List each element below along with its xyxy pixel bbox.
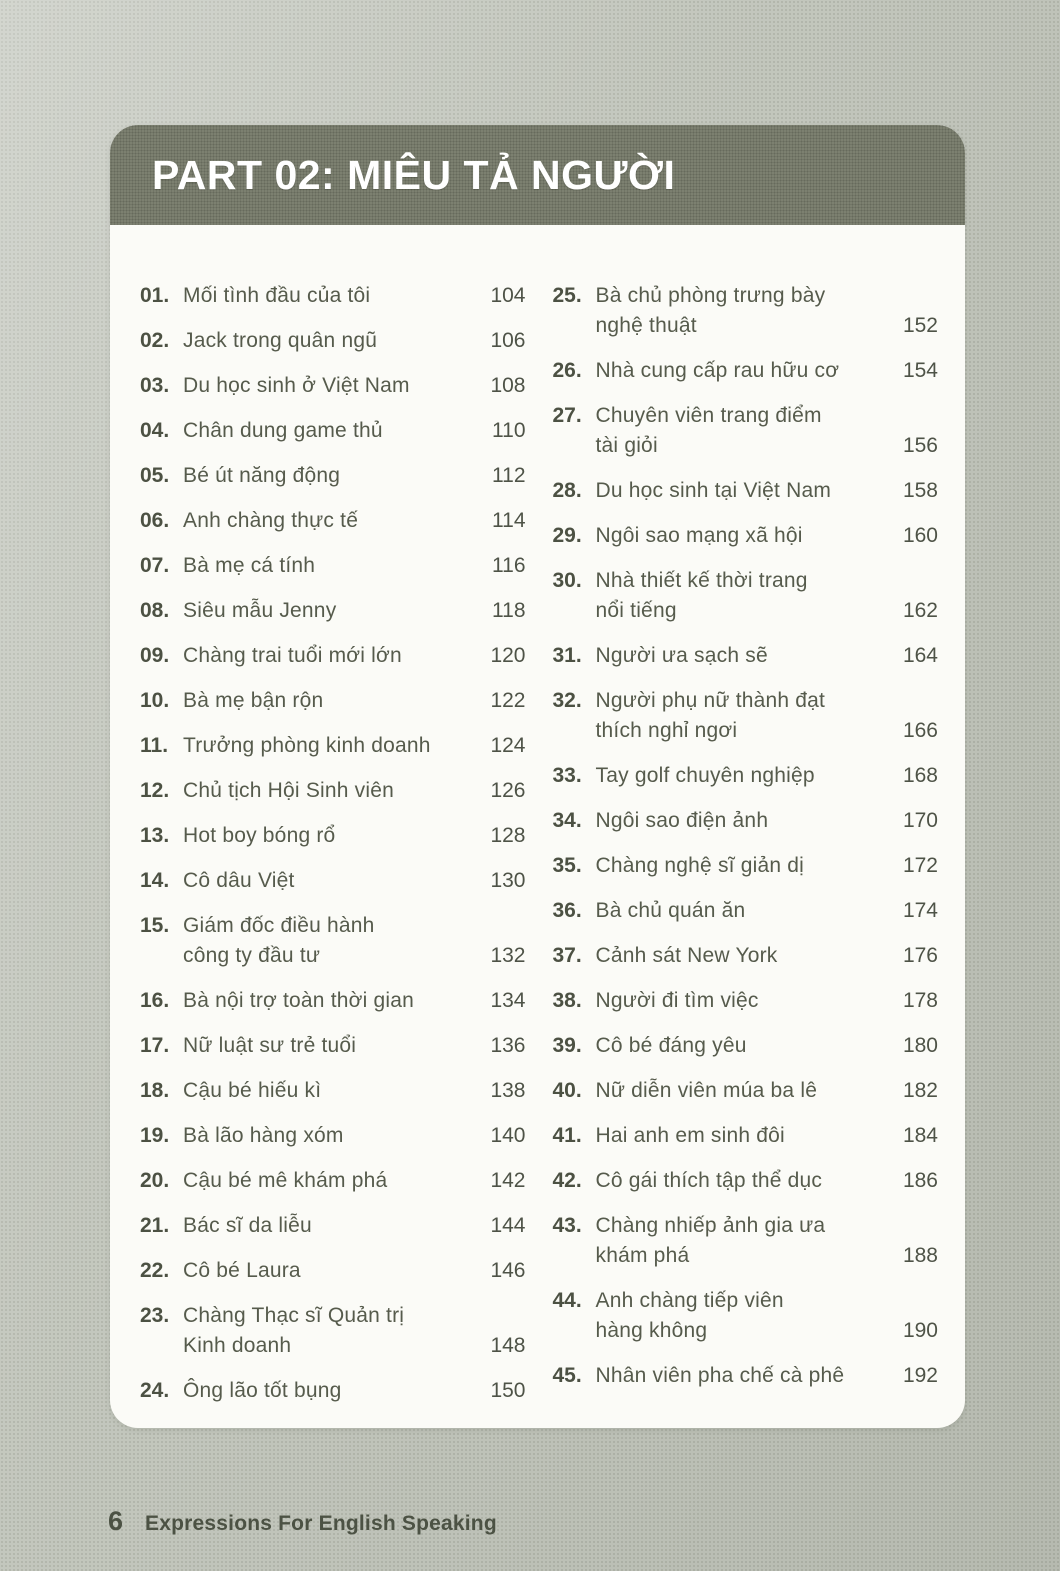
entry-page: 112: [492, 464, 526, 487]
entry-title: Bà lão hàng xóm: [183, 1124, 344, 1147]
toc-entry: [140, 1256, 526, 1286]
entry-page: 164: [902, 644, 938, 667]
entry-page: 158: [902, 479, 938, 502]
entry-number: 22.: [140, 1259, 170, 1282]
entry-page: 146: [490, 1259, 526, 1282]
toc-entry: [553, 521, 939, 551]
entry-title: Chàng nhiếp ảnh gia ưa khám phá: [595, 1214, 826, 1267]
toc-entry: [140, 1166, 526, 1196]
toc-entry: [553, 1121, 939, 1151]
entry-title: Nhân viên pha chế cà phê: [595, 1364, 845, 1387]
toc-column-left: [140, 281, 526, 1421]
toc-column-right: [553, 281, 939, 1421]
entry-page: 106: [490, 329, 526, 352]
toc-entry: [140, 1076, 526, 1106]
page-footer: [108, 1506, 497, 1537]
entry-title: Jack trong quân ngũ: [183, 329, 378, 352]
entry-title: Cậu bé hiếu kì: [183, 1079, 322, 1102]
entry-page: 124: [490, 734, 526, 757]
entry-title: Trưởng phòng kinh doanh: [183, 734, 431, 757]
entry-page: 176: [902, 944, 938, 967]
toc-entry: [140, 821, 526, 851]
toc-entry: [140, 686, 526, 716]
entry-page: 170: [902, 809, 938, 832]
entry-title: Anh chàng tiếp viên hàng không: [595, 1289, 784, 1342]
entry-title: Bà chủ phòng trưng bày nghệ thuật: [595, 284, 826, 337]
entry-number: 09.: [140, 644, 170, 667]
entry-number: 40.: [552, 1079, 582, 1102]
part-header-band: [110, 125, 965, 225]
entry-number: 41.: [552, 1124, 582, 1147]
entry-page: 118: [492, 599, 526, 622]
toc-entry: [553, 641, 939, 671]
entry-number: 04.: [140, 419, 170, 442]
entry-number: 38.: [552, 989, 582, 1012]
toc-entry: [140, 1376, 526, 1406]
entry-page: 190: [902, 1319, 938, 1342]
toc-entry: [553, 986, 939, 1016]
entry-title: Chủ tịch Hội Sinh viên: [183, 779, 395, 802]
entry-number: 28.: [552, 479, 582, 502]
entry-page: 108: [490, 374, 526, 397]
entry-title: Cô gái thích tập thể dục: [595, 1169, 823, 1192]
toc-entry: [140, 551, 526, 581]
entry-number: 02.: [140, 329, 170, 352]
entry-title: Tay golf chuyên nghiệp: [595, 764, 815, 787]
entry-title: Hai anh em sinh đôi: [595, 1124, 785, 1147]
entry-number: 25.: [552, 284, 582, 307]
entry-title: Siêu mẫu Jenny: [183, 599, 337, 622]
entry-number: 26.: [552, 359, 582, 382]
entry-number: 30.: [552, 569, 582, 592]
entry-title: Bà chủ quán ăn: [595, 899, 746, 922]
entry-page: 160: [902, 524, 938, 547]
entry-number: 12.: [140, 779, 170, 802]
toc-entry: [140, 596, 526, 626]
entry-page: 186: [902, 1169, 938, 1192]
entry-number: 18.: [140, 1079, 170, 1102]
toc-entry: [553, 806, 939, 836]
entry-title: Cô dâu Việt: [183, 869, 295, 892]
entry-page: 174: [902, 899, 938, 922]
toc-entry: [553, 1286, 939, 1346]
toc-entry: [140, 416, 526, 446]
entry-page: 128: [490, 824, 526, 847]
entry-page: 168: [902, 764, 938, 787]
toc-entry: [553, 1361, 939, 1391]
toc-entry: [553, 356, 939, 386]
toc-entry: [553, 761, 939, 791]
entry-title: Cô bé Laura: [183, 1259, 301, 1282]
entry-number: 36.: [552, 899, 582, 922]
entry-title: Du học sinh tại Việt Nam: [595, 479, 832, 502]
toc-entry: [553, 566, 939, 626]
entry-page: 130: [490, 869, 526, 892]
entry-title: Bác sĩ da liễu: [183, 1214, 312, 1237]
toc-entry: [140, 326, 526, 356]
entry-number: 24.: [140, 1379, 170, 1402]
entry-page: 178: [902, 989, 938, 1012]
toc-entry: [140, 776, 526, 806]
entry-title: Nữ diễn viên múa ba lê: [595, 1079, 818, 1102]
entry-number: 17.: [140, 1034, 170, 1057]
entry-page: 152: [902, 314, 938, 337]
toc-entry: [553, 1211, 939, 1271]
entry-number: 16.: [140, 989, 170, 1012]
content-card: [110, 125, 965, 1428]
entry-page: 138: [490, 1079, 526, 1102]
entry-title: Chàng trai tuổi mới lớn: [183, 644, 402, 667]
entry-page: 156: [902, 434, 938, 457]
entry-number: 45.: [552, 1364, 582, 1387]
entry-number: 08.: [140, 599, 170, 622]
entry-title: Giám đốc điều hành công ty đầu tư: [183, 914, 375, 967]
entry-title: Người phụ nữ thành đạt thích nghỉ ngơi: [595, 689, 826, 742]
book-title: Expressions For English Speaking: [145, 1512, 497, 1535]
entry-number: 31.: [552, 644, 582, 667]
table-of-contents: [110, 225, 965, 1421]
folio-page-number: 6: [108, 1506, 124, 1536]
entry-title: Nhà cung cấp rau hữu cơ: [595, 359, 840, 382]
entry-number: 23.: [140, 1304, 170, 1327]
entry-page: 122: [490, 689, 526, 712]
entry-title: Chàng nghệ sĩ giản dị: [595, 854, 805, 877]
entry-title: Bà nội trợ toàn thời gian: [183, 989, 415, 1012]
entry-title: Ngôi sao điện ảnh: [595, 809, 769, 832]
entry-page: 188: [902, 1244, 938, 1267]
entry-page: 110: [492, 419, 526, 442]
entry-page: 140: [490, 1124, 526, 1147]
toc-entry: [140, 461, 526, 491]
entry-number: 35.: [552, 854, 582, 877]
entry-page: 182: [902, 1079, 938, 1102]
entry-title: Cô bé đáng yêu: [595, 1034, 747, 1057]
entry-title: Anh chàng thực tế: [183, 509, 359, 532]
entry-number: 21.: [140, 1214, 170, 1237]
entry-title: Cảnh sát New York: [595, 944, 778, 967]
toc-entry: [140, 1301, 526, 1361]
entry-title: Chàng Thạc sĩ Quản trị Kinh doanh: [183, 1304, 405, 1357]
toc-entry: [140, 731, 526, 761]
entry-number: 33.: [552, 764, 582, 787]
entry-number: 11.: [140, 734, 169, 757]
entry-page: 162: [902, 599, 938, 622]
entry-number: 39.: [552, 1034, 582, 1057]
entry-page: 172: [902, 854, 938, 877]
entry-page: 104: [490, 284, 526, 307]
entry-page: 136: [490, 1034, 526, 1057]
entry-number: 13.: [140, 824, 170, 847]
entry-page: 154: [902, 359, 938, 382]
entry-number: 29.: [552, 524, 582, 547]
entry-number: 15.: [140, 914, 170, 937]
entry-page: 134: [490, 989, 526, 1012]
toc-entry: [140, 1031, 526, 1061]
entry-number: 14.: [140, 869, 170, 892]
toc-entry: [553, 401, 939, 461]
entry-number: 27.: [552, 404, 582, 427]
entry-page: 166: [902, 719, 938, 742]
entry-number: 37.: [552, 944, 582, 967]
entry-page: 132: [490, 944, 526, 967]
toc-entry: [140, 866, 526, 896]
toc-entry: [553, 686, 939, 746]
entry-page: 184: [902, 1124, 938, 1147]
entry-title: Hot boy bóng rổ: [183, 824, 336, 847]
entry-title: Du học sinh ở Việt Nam: [183, 374, 410, 397]
entry-number: 03.: [140, 374, 170, 397]
entry-number: 06.: [140, 509, 170, 532]
entry-number: 10.: [140, 689, 170, 712]
entry-number: 05.: [140, 464, 170, 487]
entry-number: 07.: [140, 554, 170, 577]
entry-title: Nữ luật sư trẻ tuổi: [183, 1034, 357, 1057]
entry-number: 43.: [552, 1214, 582, 1237]
entry-page: 148: [490, 1334, 526, 1357]
entry-number: 19.: [140, 1124, 170, 1147]
entry-title: Nhà thiết kế thời trang nổi tiếng: [595, 569, 808, 622]
part-title: PART 02: MIÊU TẢ NGƯỜI: [152, 151, 676, 198]
entry-title: Cậu bé mê khám phá: [183, 1169, 388, 1192]
entry-number: 42.: [552, 1169, 582, 1192]
entry-page: 114: [492, 509, 526, 532]
entry-title: Người đi tìm việc: [595, 989, 759, 1012]
entry-page: 144: [490, 1214, 526, 1237]
entry-page: 150: [490, 1379, 526, 1402]
entry-page: 180: [902, 1034, 938, 1057]
toc-entry: [553, 1076, 939, 1106]
toc-entry: [140, 371, 526, 401]
entry-page: 142: [490, 1169, 526, 1192]
toc-entry: [553, 941, 939, 971]
entry-number: 44.: [552, 1289, 582, 1312]
toc-entry: [553, 851, 939, 881]
entry-title: Bé út năng động: [183, 464, 341, 487]
toc-entry: [140, 641, 526, 671]
entry-title: Người ưa sạch sẽ: [595, 644, 768, 667]
entry-number: 01.: [140, 284, 170, 307]
toc-entry: [140, 986, 526, 1016]
toc-entry: [140, 506, 526, 536]
entry-page: 126: [490, 779, 526, 802]
entry-title: Bà mẹ cá tính: [183, 554, 316, 577]
entry-page: 116: [492, 554, 526, 577]
entry-title: Ngôi sao mạng xã hội: [595, 524, 803, 547]
toc-entry: [553, 476, 939, 506]
toc-entry: [140, 281, 526, 311]
entry-number: 34.: [552, 809, 582, 832]
entry-number: 32.: [552, 689, 582, 712]
entry-title: Ông lão tốt bụng: [183, 1379, 342, 1402]
toc-entry: [553, 1031, 939, 1061]
toc-entry: [140, 1121, 526, 1151]
toc-entry: [553, 281, 939, 341]
entry-number: 20.: [140, 1169, 170, 1192]
entry-title: Chân dung game thủ: [183, 419, 383, 442]
toc-entry: [553, 896, 939, 926]
toc-entry: [140, 911, 526, 971]
entry-title: Mối tình đầu của tôi: [183, 284, 371, 307]
toc-entry: [140, 1211, 526, 1241]
entry-page: 192: [902, 1364, 938, 1387]
toc-entry: [553, 1166, 939, 1196]
entry-title: Bà mẹ bận rộn: [183, 689, 324, 712]
entry-title: Chuyên viên trang điểm tài giỏi: [595, 404, 822, 457]
entry-page: 120: [490, 644, 526, 667]
